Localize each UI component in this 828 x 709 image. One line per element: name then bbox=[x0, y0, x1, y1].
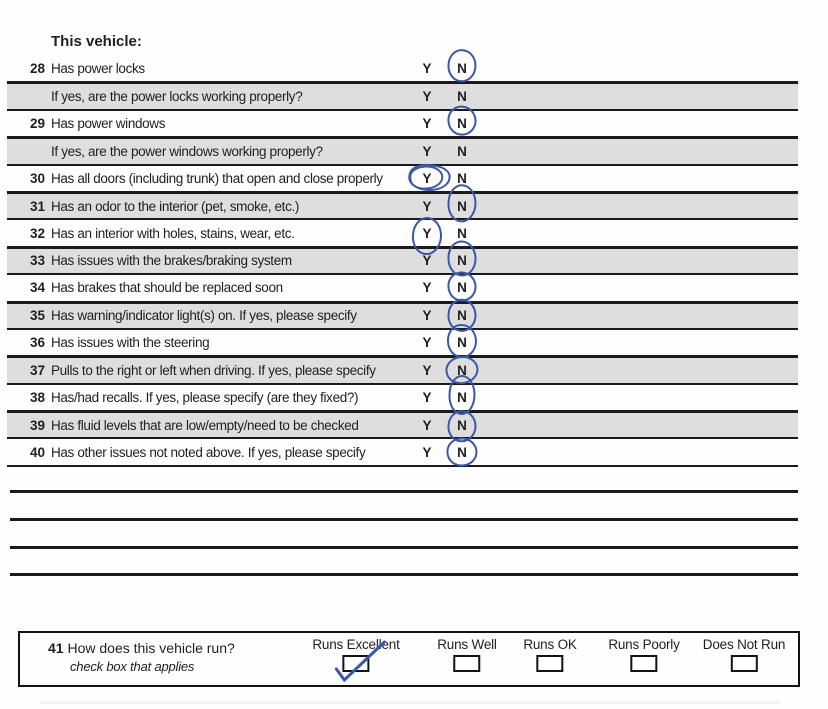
no-label: N bbox=[457, 280, 467, 296]
yes-label: Y bbox=[422, 89, 432, 105]
section-title: This vehicle: bbox=[51, 33, 142, 50]
question-text: Has fluid levels that are low/empty/need to be checked bbox=[51, 417, 359, 433]
yes-label: Y bbox=[422, 61, 432, 77]
question-row-30 bbox=[7, 166, 798, 193]
question-number: 37 bbox=[29, 362, 45, 378]
yes-label: Y bbox=[422, 170, 432, 186]
answer-no-cell[interactable] bbox=[448, 56, 476, 81]
answer-no-cell[interactable] bbox=[448, 304, 476, 328]
no-label: N bbox=[457, 362, 467, 378]
scan-smudge bbox=[40, 701, 780, 704]
no-label: N bbox=[457, 389, 467, 405]
yes-label: Y bbox=[422, 280, 432, 296]
no-label: N bbox=[457, 225, 467, 241]
question-instruction: check box that applies bbox=[70, 659, 195, 674]
answer-yes-cell[interactable] bbox=[413, 84, 441, 108]
question-text: Has an odor to the interior (pet, smoke, etc.) bbox=[51, 198, 300, 214]
answer-yes-cell[interactable] bbox=[413, 385, 441, 410]
answer-no-cell[interactable] bbox=[448, 166, 476, 191]
yes-label: Y bbox=[422, 143, 432, 159]
write-in-line[interactable] bbox=[10, 518, 798, 521]
no-label: N bbox=[457, 444, 467, 460]
question-row-32 bbox=[7, 220, 798, 247]
yes-label: Y bbox=[422, 115, 432, 131]
answer-yes-cell[interactable] bbox=[413, 166, 441, 191]
answer-yes-cell[interactable] bbox=[413, 56, 441, 81]
option-label: Does Not Run bbox=[702, 637, 786, 652]
no-label: N bbox=[457, 143, 467, 159]
answer-no-cell[interactable] bbox=[448, 275, 476, 300]
answer-yes-cell[interactable] bbox=[413, 358, 441, 382]
answer-no-cell[interactable] bbox=[448, 111, 476, 136]
question-number: 28 bbox=[29, 61, 45, 77]
write-in-line[interactable] bbox=[10, 546, 798, 549]
question-row-31 bbox=[7, 193, 798, 220]
question-number: 34 bbox=[29, 280, 45, 296]
run-rating-checkbox[interactable] bbox=[537, 655, 564, 672]
no-label: N bbox=[457, 335, 467, 351]
answer-yes-cell[interactable] bbox=[413, 139, 441, 163]
run-rating-option-poorly bbox=[608, 637, 679, 672]
answer-yes-cell[interactable] bbox=[413, 439, 441, 464]
run-rating-option-well bbox=[437, 637, 496, 672]
answer-yes-cell[interactable] bbox=[413, 111, 441, 136]
question-text: Has other issues not noted above. If yes, please specify bbox=[51, 444, 366, 460]
answer-yes-cell[interactable] bbox=[413, 413, 441, 437]
run-rating-checkbox[interactable] bbox=[453, 655, 480, 672]
question-list bbox=[7, 56, 798, 467]
question-text: Has an interior with holes, stains, wear, etc. bbox=[51, 225, 295, 241]
question-number: 38 bbox=[29, 389, 45, 405]
question-text: If yes, are the power locks working properly? bbox=[51, 89, 303, 105]
no-label: N bbox=[457, 170, 467, 186]
question-row-36 bbox=[7, 330, 798, 357]
question-row-38 bbox=[7, 385, 798, 412]
question-number: 36 bbox=[29, 335, 45, 351]
question-row-34 bbox=[7, 275, 798, 302]
option-label: Runs Well bbox=[437, 637, 497, 652]
question-row-39 bbox=[7, 412, 798, 439]
no-label: N bbox=[457, 253, 467, 269]
question-41-prompt bbox=[48, 640, 235, 674]
write-in-line[interactable] bbox=[10, 490, 798, 493]
question-41-box bbox=[18, 631, 800, 687]
option-label: Runs Poorly bbox=[608, 637, 680, 652]
question-row-37 bbox=[7, 357, 798, 384]
question-row-33 bbox=[7, 248, 798, 275]
answer-yes-cell[interactable] bbox=[413, 249, 441, 273]
run-rating-option-excellent bbox=[312, 637, 399, 672]
answer-no-cell[interactable] bbox=[448, 139, 476, 163]
question-text: Has issues with the brakes/braking system bbox=[51, 253, 292, 269]
run-rating-checkbox[interactable] bbox=[343, 655, 370, 672]
no-label: N bbox=[457, 417, 467, 433]
answer-yes-cell[interactable] bbox=[413, 304, 441, 328]
answer-no-cell[interactable] bbox=[448, 220, 476, 245]
yes-label: Y bbox=[422, 198, 432, 214]
answer-no-cell[interactable] bbox=[448, 330, 476, 355]
question-text: Pulls to the right or left when driving. If yes, please specify bbox=[51, 362, 376, 378]
yes-label: Y bbox=[422, 253, 432, 269]
option-label: Runs Excellent bbox=[312, 637, 400, 652]
run-rating-checkbox[interactable] bbox=[631, 655, 658, 672]
run-rating-checkbox[interactable] bbox=[730, 655, 757, 672]
answer-no-cell[interactable] bbox=[448, 413, 476, 437]
question-number: 35 bbox=[29, 308, 45, 324]
question-text: Has power locks bbox=[51, 61, 145, 77]
question-number: 41 bbox=[48, 640, 64, 656]
no-label: N bbox=[457, 89, 467, 105]
answer-no-cell[interactable] bbox=[448, 249, 476, 273]
question-text: Has power windows bbox=[51, 115, 166, 131]
write-in-line[interactable] bbox=[10, 573, 798, 576]
question-row-29 bbox=[7, 111, 798, 138]
option-label: Runs OK bbox=[523, 637, 577, 652]
yes-label: Y bbox=[422, 308, 432, 324]
question-number: 29 bbox=[29, 115, 45, 131]
answer-no-cell[interactable] bbox=[448, 84, 476, 108]
question-row-35 bbox=[7, 303, 798, 330]
question-text: Has warning/indicator light(s) on. If yes, please specify bbox=[51, 308, 357, 324]
yes-label: Y bbox=[422, 417, 432, 433]
question-row-29b bbox=[7, 138, 798, 165]
question-row-28b bbox=[7, 83, 798, 110]
question-text: Has issues with the steering bbox=[51, 335, 210, 351]
question-number: 33 bbox=[29, 253, 45, 269]
question-text: Has/had recalls. If yes, please specify (are they fixed?) bbox=[51, 389, 359, 405]
question-number: 32 bbox=[29, 225, 45, 241]
answer-no-cell[interactable] bbox=[448, 358, 476, 382]
yes-label: Y bbox=[422, 389, 432, 405]
question-number: 31 bbox=[29, 198, 45, 214]
no-label: N bbox=[457, 61, 467, 77]
question-number: 30 bbox=[29, 170, 45, 186]
no-label: N bbox=[457, 308, 467, 324]
question-text: How does this vehicle run? bbox=[67, 640, 235, 656]
yes-label: Y bbox=[422, 362, 432, 378]
no-label: N bbox=[457, 115, 467, 131]
question-text: If yes, are the power windows working properly? bbox=[51, 143, 323, 159]
question-number: 40 bbox=[29, 444, 45, 460]
yes-label: Y bbox=[422, 225, 432, 241]
answer-yes-cell[interactable] bbox=[413, 330, 441, 355]
question-row-40 bbox=[7, 439, 798, 466]
no-label: N bbox=[457, 198, 467, 214]
run-rating-option-not-run bbox=[703, 637, 785, 672]
run-rating-option-ok bbox=[523, 637, 576, 672]
answer-no-cell[interactable] bbox=[448, 439, 476, 464]
answer-no-cell[interactable] bbox=[448, 194, 476, 218]
question-text: Has brakes that should be replaced soon bbox=[51, 280, 283, 296]
question-number: 39 bbox=[29, 417, 45, 433]
yes-label: Y bbox=[422, 444, 432, 460]
answer-no-cell[interactable] bbox=[448, 385, 476, 410]
yes-label: Y bbox=[422, 335, 432, 351]
answer-yes-cell[interactable] bbox=[413, 275, 441, 300]
question-row-28 bbox=[7, 56, 798, 83]
question-text: Has all doors (including trunk) that open and close properly bbox=[51, 170, 383, 186]
answer-yes-cell[interactable] bbox=[413, 220, 441, 245]
answer-yes-cell[interactable] bbox=[413, 194, 441, 218]
